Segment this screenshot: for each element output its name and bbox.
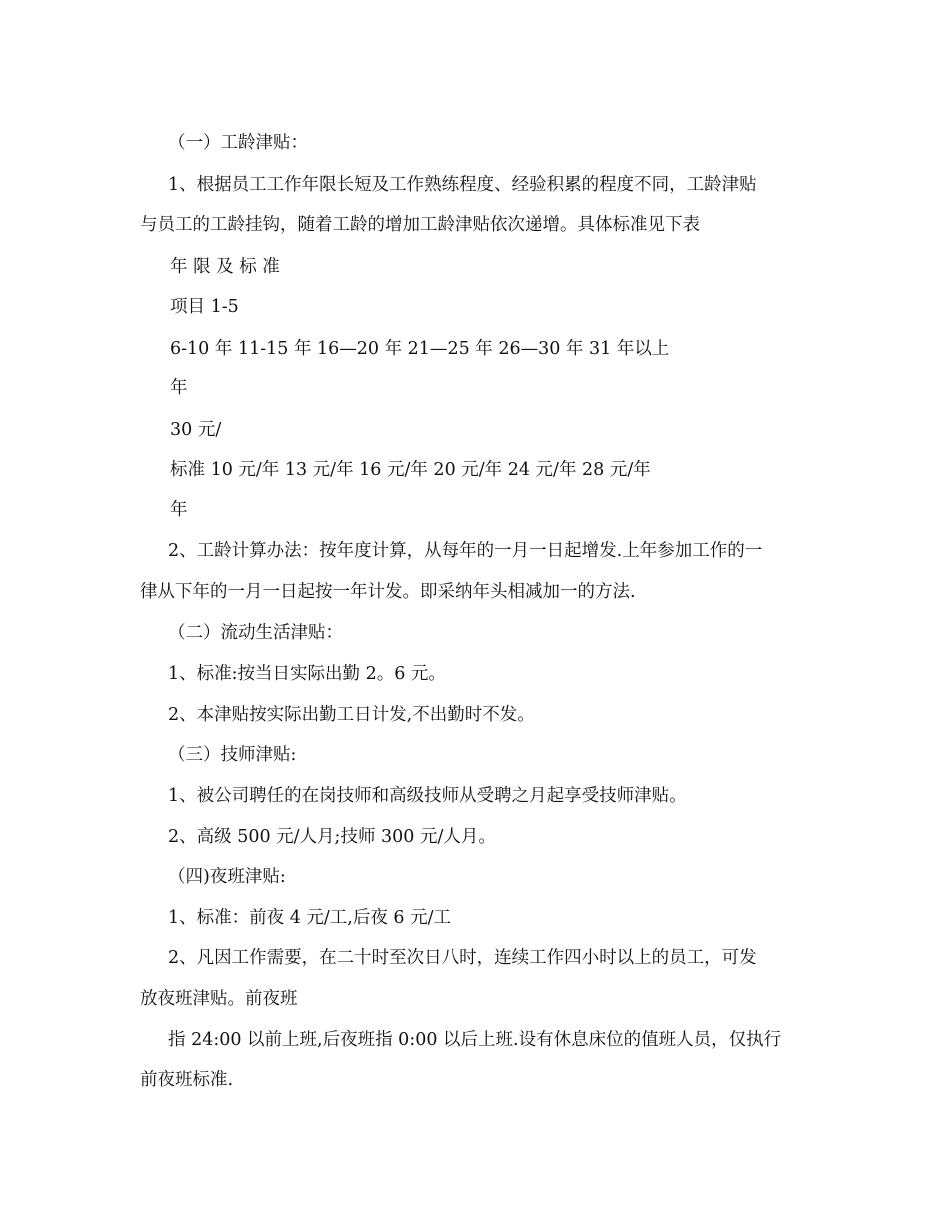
table-text-line: 30 元/ <box>170 420 222 440</box>
paragraph-line: 2、工龄计算办法：按年度计算，从每年的一月一日起增发.上年参加工作的一 <box>168 541 763 561</box>
paragraph-line: 1、标准:按当日实际出勤 2。6 元。 <box>168 664 446 684</box>
section-heading-technician-allowance: （三）技师津贴: <box>168 745 297 765</box>
paragraph-line: 2、高级 500 元/人月;技师 300 元/人月。 <box>168 827 496 847</box>
table-text-line: 6-10 年 11-15 年 16—20 年 21—25 年 26—30 年 31 年以上 <box>170 339 670 359</box>
table-text-line: 年 <box>170 378 188 398</box>
paragraph-line: 指 24:00 以前上班,后夜班指 0:00 以后上班.设有休息床位的值班人员，仅执行 <box>168 1030 782 1050</box>
paragraph-line: 与员工的工龄挂钩，随着工龄的增加工龄津贴依次递增。具体标准见下表 <box>140 215 700 235</box>
table-text-line: 标准 10 元/年 13 元/年 16 元/年 20 元/年 24 元/年 28 元/年 <box>170 460 651 480</box>
paragraph-line: 前夜班标准. <box>140 1070 234 1090</box>
paragraph-line: 放夜班津贴。前夜班 <box>140 989 298 1009</box>
table-text-line: 年 <box>170 500 188 520</box>
paragraph-line: 1、根据员工工作年限长短及工作熟练程度、经验积累的程度不同，工龄津贴 <box>168 175 757 195</box>
paragraph-line: 2、本津贴按实际出勤工日计发,不出勤时不发。 <box>168 705 535 725</box>
section-heading-mobile-living-allowance: （二）流动生活津贴： <box>168 623 343 643</box>
paragraph-line: 2、凡因工作需要，在二十时至次日八时，连续工作四小时以上的员工，可发 <box>168 948 757 968</box>
paragraph-line: 律从下年的一月一日起按一年计发。即采纳年头相减加一的方法. <box>140 582 636 602</box>
table-text-line: 项目 1-5 <box>170 297 239 317</box>
section-heading-night-shift-allowance: （四)夜班津贴: <box>168 867 286 887</box>
section-heading-seniority-allowance: （一）工龄津贴： <box>168 133 308 153</box>
paragraph-line: 1、标准：前夜 4 元/工,后夜 6 元/工 <box>168 908 452 928</box>
table-text-line: 年 限 及 标 准 <box>170 257 280 277</box>
paragraph-line: 1、被公司聘任的在岗技师和高级技师从受聘之月起享受技师津贴。 <box>168 786 687 806</box>
